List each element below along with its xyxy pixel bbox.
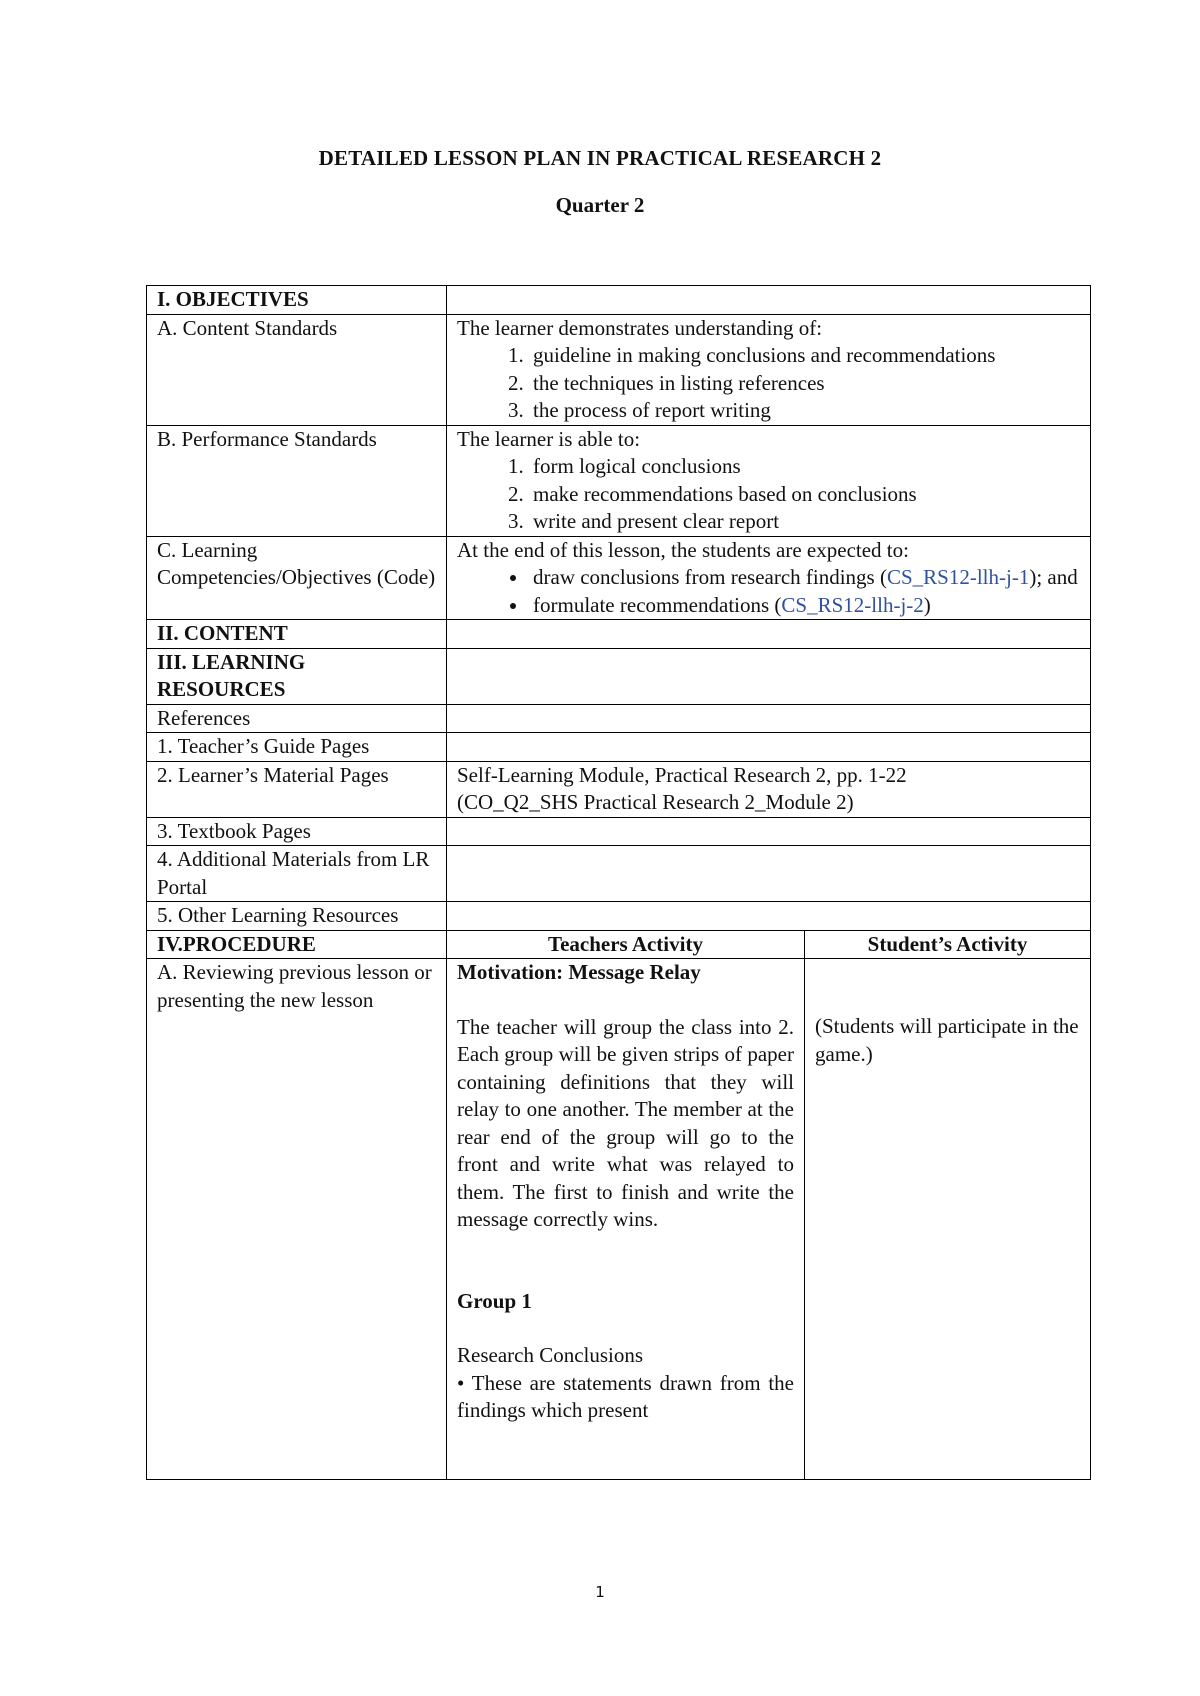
list-item: 2. the techniques in listing references [529, 370, 1080, 398]
learning-resources-heading: III. LEARNING RESOURCES [147, 648, 447, 704]
content-standards-cell [447, 314, 1091, 425]
students-activity-text: (Students will participate in the game.) [815, 1014, 1079, 1066]
list-item [529, 592, 1080, 620]
other-resources-label: 5. Other Learning Resources [147, 902, 447, 931]
competency-code: CS_RS12-llh-j-1 [886, 565, 1030, 589]
motivation-heading: Motivation: Message Relay [457, 960, 701, 984]
competency-text: draw conclusions from research findings ( [533, 565, 887, 589]
table-row [147, 704, 1091, 733]
additional-materials-label: 4. Additional Materials from LR Portal [147, 846, 447, 902]
reviewing-label: A. Reviewing previous lesson or presenting the new lesson [147, 959, 447, 1480]
competency-text: formulate recommendations ( [533, 592, 782, 617]
content-heading: II. CONTENT [147, 620, 447, 649]
performance-standards-label: B. Performance Standards [147, 425, 447, 536]
students-activity-cell [805, 959, 1091, 1480]
objectives-heading: I. OBJECTIVES [147, 286, 447, 315]
list-item: 1. form logical conclusions [529, 453, 1080, 481]
page-number: 1 [595, 1583, 605, 1601]
spacer [457, 987, 794, 1014]
lesson-plan-table [146, 285, 1091, 1480]
table-row [147, 620, 1091, 649]
list-item [529, 564, 1080, 592]
competency-end: ); and [1029, 565, 1078, 589]
competency-code: CS_RS12-llh-j-2 [781, 592, 924, 617]
table-row [147, 286, 1091, 315]
teachers-activity-cell [447, 959, 805, 1480]
learning-competencies-list [457, 564, 1080, 619]
empty-cell [447, 733, 1091, 762]
performance-standards-list [457, 453, 1080, 536]
content-standards-intro: The learner demonstrates understanding of: [457, 315, 823, 340]
performance-standards-cell [447, 425, 1091, 536]
table-row [147, 930, 1091, 959]
motivation-instructions: The teacher will group the class into 2. Each group will be given strips of paper containing definitions that they will relay to one another. The member at the rear end of the group will go to the front and write what was relayed to them. The first to finish and write the message correctly wins. [457, 1014, 794, 1231]
teachers-guide-label: 1. Teacher’s Guide Pages [147, 733, 447, 762]
learners-material-line2: (CO_Q2_SHS Practical Research 2_Module 2) [457, 790, 854, 814]
empty-cell [447, 286, 1091, 315]
table-row [147, 314, 1091, 425]
group-1-heading: Group 1 [457, 1288, 532, 1313]
table-row [147, 817, 1091, 846]
table-row [147, 959, 1091, 1480]
learning-competencies-label: C. Learning Competencies/Objectives (Code) [147, 536, 447, 620]
empty-cell [447, 817, 1091, 846]
research-conclusions-bullet: • These are statements drawn from the findings which present [457, 1370, 794, 1422]
textbook-label: 3. Textbook Pages [147, 817, 447, 846]
learners-material-line1: Self-Learning Module, Practical Research 2, pp. 1-22 [457, 762, 907, 787]
list-item: 1. guideline in making conclusions and recommendations [529, 342, 1080, 370]
references-label: References [147, 704, 447, 733]
spacer [815, 959, 1080, 986]
spacer [457, 1261, 794, 1288]
spacer [457, 1315, 794, 1342]
performance-standards-intro: The learner is able to: [457, 426, 641, 451]
list-item: 3. write and present clear report [529, 508, 1080, 536]
page-title: DETAILED LESSON PLAN IN PRACTICAL RESEARCH 2 [318, 146, 882, 170]
learning-competencies-cell [447, 536, 1091, 620]
table-row [147, 733, 1091, 762]
table-row [147, 846, 1091, 902]
empty-cell [447, 620, 1091, 649]
empty-cell [447, 902, 1091, 931]
table-row [147, 536, 1091, 620]
empty-cell [447, 704, 1091, 733]
table-row [147, 425, 1091, 536]
table-row [147, 902, 1091, 931]
spacer [815, 986, 1080, 1013]
learners-material-cell [447, 761, 1091, 817]
list-item: 2. make recommendations based on conclusions [529, 481, 1080, 509]
learners-material-label: 2. Learner’s Material Pages [147, 761, 447, 817]
empty-cell [447, 648, 1091, 704]
table-row [147, 761, 1091, 817]
content-standards-list [457, 342, 1080, 425]
quarter-subtitle: Quarter 2 [555, 193, 645, 217]
list-item: 3. the process of report writing [529, 397, 1080, 425]
content-standards-label: A. Content Standards [147, 314, 447, 425]
teachers-activity-header: Teachers Activity [447, 930, 805, 959]
competency-end: ) [923, 592, 931, 617]
learning-competencies-intro: At the end of this lesson, the students are expected to: [457, 537, 909, 562]
research-conclusions-heading: Research Conclusions [457, 1343, 644, 1367]
spacer [457, 1234, 794, 1261]
students-activity-header: Student’s Activity [805, 930, 1091, 959]
procedure-heading: IV.PROCEDURE [147, 930, 447, 959]
empty-cell [447, 846, 1091, 902]
table-row [147, 648, 1091, 704]
